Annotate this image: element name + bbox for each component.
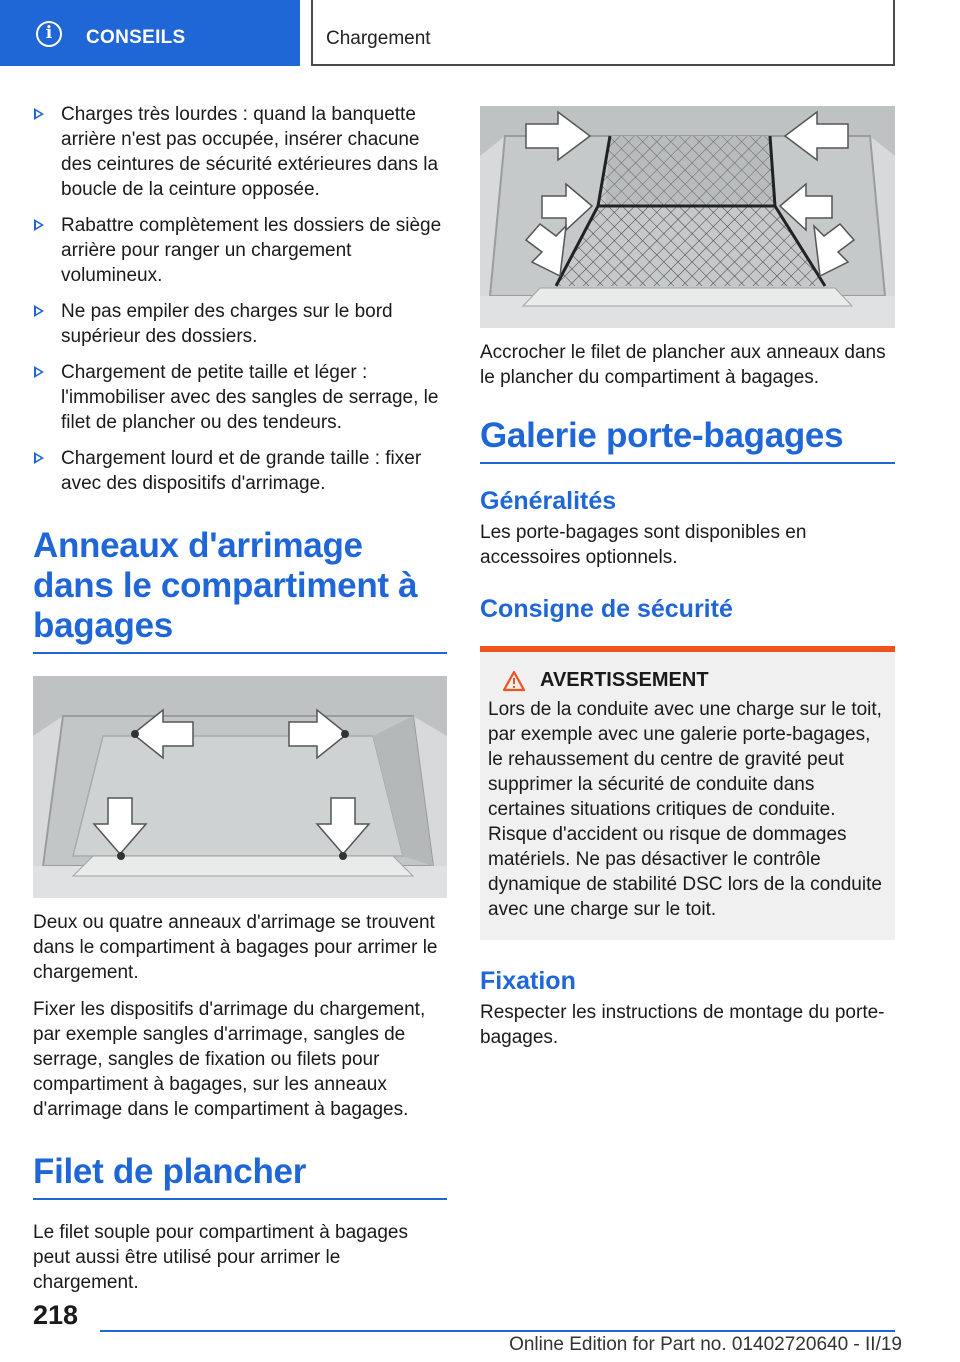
triangle-bullet-icon [34,305,44,317]
generalites-heading: Généralités [480,487,617,515]
filet-heading: Filet de plancher [33,1152,447,1200]
section-title: Chargement [326,28,431,49]
anneaux-heading: Anneaux d'arrimage dans le compartiment à bagages [33,526,447,654]
consigne-heading: Consigne de sécurité [480,595,733,623]
filet-paragraph: Le filet souple pour compartiment à bagages peut aussi être utilisé pour arrimer le chargement. [33,1222,408,1293]
info-icon: i [36,21,62,47]
anneaux-paragraph-2: Fixer les dispositifs d'arrimage du chargement, par exemple sangles d'arrimage, sangles de serrage, sangles de fixation ou filets pour compartiment à bagages, sur les anneaux d'arrimage dans le compartiment à bagages. [33,999,426,1120]
galerie-heading: Galerie porte-bagages [480,416,895,464]
list-item [33,213,447,288]
list-item-text: Ne pas empiler des charges sur le bord supérieur des dossiers. [61,301,393,347]
triangle-bullet-icon [34,108,44,120]
edition-text: Online Edition for Part no. 01402720640 - II/19 [509,1334,902,1355]
chapter-tab[interactable] [0,0,300,66]
footer-divider [100,1330,895,1332]
list-item [33,360,447,435]
fixation-heading: Fixation [480,967,576,995]
warning-box [480,646,895,940]
trunk-anchors-figure [33,676,447,898]
chapter-tab-label: CONSEILS [86,27,186,48]
triangle-bullet-icon [34,366,44,378]
triangle-bullet-icon [34,452,44,464]
list-item-text: Charges très lourdes : quand la banquette arrière n'est pas occupée, insérer chacune des ceintures de sécurité extérieures dans la boucle de la ceinture opposée. [61,104,439,200]
right-column [480,102,895,1062]
warning-header [488,668,887,693]
triangle-bullet-icon [34,219,44,231]
generalites-text: Les porte-bagages sont disponibles en accessoires optionnels. [480,522,807,568]
list-item [33,102,447,202]
warning-text: Lors de la conduite avec une charge sur le toit, par exemple avec une galerie porte-bagages, le rehaussement du centre de gravité peut supprimer la sécurité de conduite dans certaines situations critiques de conduite. Risque d'accident ou risque de dommages matériels. Ne pas désactiver le contrôle dynamique de stabilité DSC lors de la conduite avec une charge sur le toit. [488,699,882,920]
list-item-text: Rabattre complètement les dossiers de siège arrière pour ranger un chargement volumineux. [61,215,442,286]
bullet-list [33,102,447,496]
list-item-text: Chargement de petite taille et léger : l'immobiliser avec des sangles de serrage, le filet de plancher ou des tendeurs. [61,362,439,433]
floor-net-figure [480,106,895,328]
left-column [33,102,447,1307]
anneaux-paragraph-1: Deux ou quatre anneaux d'arrimage se trouvent dans le compartiment à bagages pour arrimer le chargement. [33,912,438,983]
list-item [33,299,447,349]
warning-triangle-icon [502,670,526,692]
page-number: 218 [33,1300,79,1330]
warning-label: AVERTISSEMENT [540,669,709,691]
figure-caption: Accrocher le filet de plancher aux anneaux dans le plancher du compartiment à bagages. [480,342,886,388]
fixation-text: Respecter les instructions de montage du porte-bagages. [480,1002,885,1048]
list-item-text: Chargement lourd et de grande taille : fixer avec des dispositifs d'arrimage. [61,448,422,494]
section-header [311,0,895,66]
list-item [33,446,447,496]
